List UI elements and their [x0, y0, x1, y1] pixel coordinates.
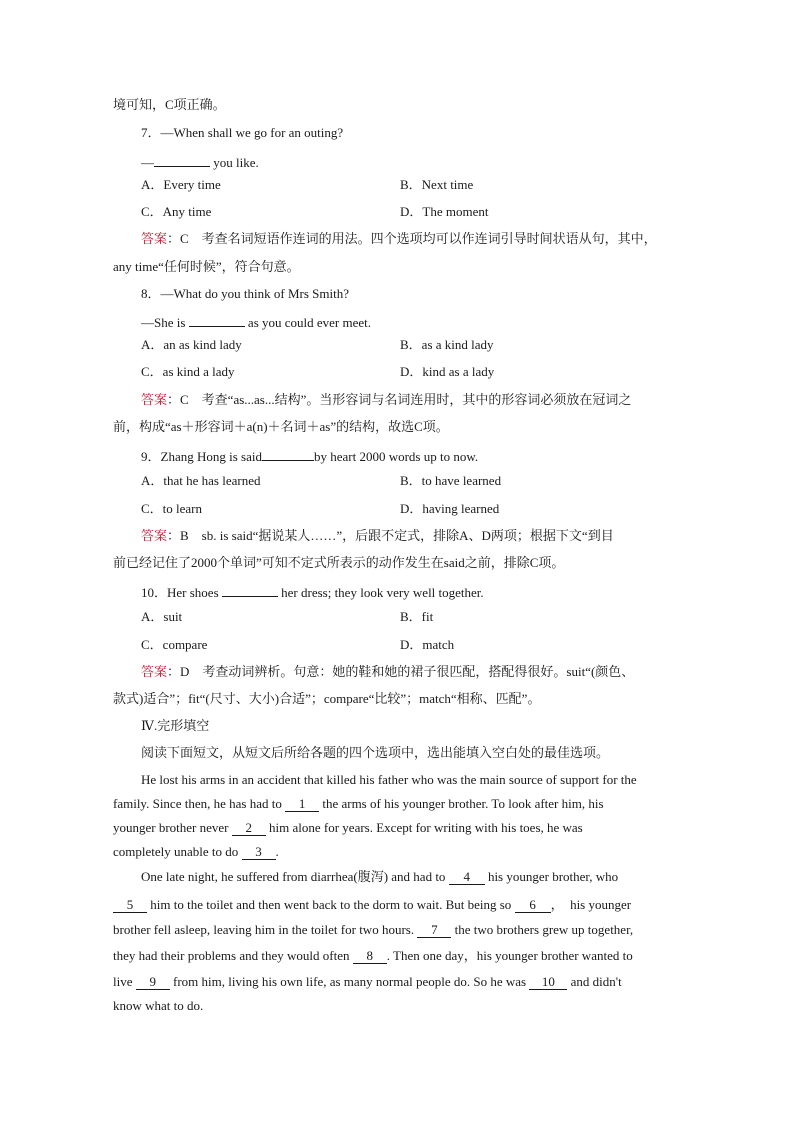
cloze-blank-3: 3 — [242, 845, 276, 860]
passage-line: younger brother never 2 him alone for years. Except for writing with his toes, he was — [113, 820, 583, 835]
passage-line: know what to do. — [113, 998, 204, 1013]
cloze-blank-7: 7 — [417, 923, 451, 938]
question-10-option-c: C．compare — [141, 637, 208, 652]
cloze-blank-2: 2 — [232, 821, 266, 836]
question-10-stem: 10．Her shoes her dress; they look very well together. — [141, 582, 484, 601]
question-10-option-a: A．suit — [141, 609, 183, 624]
question-10-option-b: B．fit — [400, 609, 434, 624]
question-10-option-d: D．match — [400, 637, 455, 652]
answer-blank — [189, 312, 245, 327]
passage-line: brother fell asleep, leaving him in the toilet for two hours. 7 the two brothers grew up together, — [113, 922, 634, 937]
cloze-blank-4: 4 — [449, 870, 485, 885]
passage-line: 5 him to the toilet and then went back to the dorm to wait. But being so 6 ， his younger — [113, 897, 631, 913]
answer-blank — [222, 582, 278, 597]
answer-label: 答案 — [141, 392, 168, 407]
question-7-answer: 答案：C 考查名词短语作连词的用法。四个选项均可以作连词引导时间状语从句，其中， — [141, 231, 657, 246]
passage-line: family. Since then, he has had to 1 the arms of his younger brother. To look after him, his — [113, 796, 604, 811]
question-7-option-b: B．Next time — [400, 177, 474, 192]
cloze-blank-6: 6 — [515, 898, 551, 913]
cloze-blank-10: 10 — [529, 975, 567, 990]
question-8-option-c: C．as kind a lady — [141, 364, 235, 379]
question-7-option-a: A．Every time — [141, 177, 221, 192]
answer-label: 答案 — [141, 231, 168, 246]
passage-line: live 9 from him, living his own life, as many normal people do. So he was 10 and didn't — [113, 974, 622, 989]
cloze-blank-9: 9 — [136, 975, 170, 990]
answer-blank — [262, 446, 314, 461]
text-line: 境可知，C项正确。 — [113, 97, 226, 112]
cloze-blank-5: 5 — [113, 898, 147, 913]
cloze-blank-1: 1 — [285, 797, 319, 812]
question-9-answer: 答案：B sb. is said“据说某人……”，后跟不定式，排除A、D两项；根据下文“到目 — [141, 528, 614, 543]
question-10-answer-cont: 款式)适合”；fit“(尺寸、大小)合适”；compare“比较”；match“相称、匹配”。 — [113, 691, 541, 706]
question-7-reply: — you like. — [141, 152, 259, 171]
question-9-option-c: C．to learn — [141, 501, 203, 516]
question-9-stem: 9．Zhang Hong is said by heart 2000 words up to now. — [141, 446, 478, 465]
cloze-blank-8: 8 — [353, 949, 387, 964]
passage-line: He lost his arms in an accident that killed his father who was the main source of support for the — [141, 772, 637, 787]
question-7-answer-cont: any time“任何时候”，符合句意。 — [113, 259, 300, 274]
question-7-stem: 7．—When shall we go for an outing? — [141, 125, 344, 140]
passage-line: completely unable to do 3 . — [113, 844, 279, 859]
question-7-option-c: C．Any time — [141, 204, 212, 219]
passage-line: One late night, he suffered from diarrhea(腹泻) and had to 4 his younger brother, who — [141, 869, 619, 884]
question-9-option-a: A．that he has learned — [141, 473, 261, 488]
question-8-answer: 答案：C 考查“as...as...结构”。当形容词与名词连用时，其中的形容词必须放在冠词之 — [141, 392, 632, 407]
question-7-option-d: D．The moment — [400, 204, 489, 219]
question-8-option-b: B．as a kind lady — [400, 337, 494, 352]
answer-label: 答案 — [141, 528, 168, 543]
section-instructions: 阅读下面短文，从短文后所给各题的四个选项中，选出能填入空白处的最佳选项。 — [141, 745, 610, 760]
answer-blank — [154, 152, 210, 167]
question-9-option-b: B．to have learned — [400, 473, 502, 488]
question-9-answer-cont: 前已经记住了2000个单词”可知不定式所表示的动作发生在said之前，排除C项。 — [113, 555, 565, 570]
question-8-option-a: A．an as kind lady — [141, 337, 242, 352]
section-title: Ⅳ.完形填空 — [141, 718, 210, 733]
question-8-option-d: D．kind as a lady — [400, 364, 495, 379]
passage-line: they had their problems and they would often 8 . Then one day，his younger brother wanted to — [113, 948, 633, 963]
answer-label: 答案 — [141, 664, 168, 679]
question-8-reply: —She is as you could ever meet. — [141, 312, 371, 331]
question-10-answer: 答案：D 考查动词辨析。句意：她的鞋和她的裙子很匹配，搭配得很好。suit“(颜色、 — [141, 664, 635, 679]
question-8-stem: 8．—What do you think of Mrs Smith? — [141, 286, 349, 301]
question-8-answer-cont: 前，构成“as＋形容词＋a(n)＋名词＋as”的结构，故选C项。 — [113, 419, 449, 434]
question-9-option-d: D．having learned — [400, 501, 500, 516]
